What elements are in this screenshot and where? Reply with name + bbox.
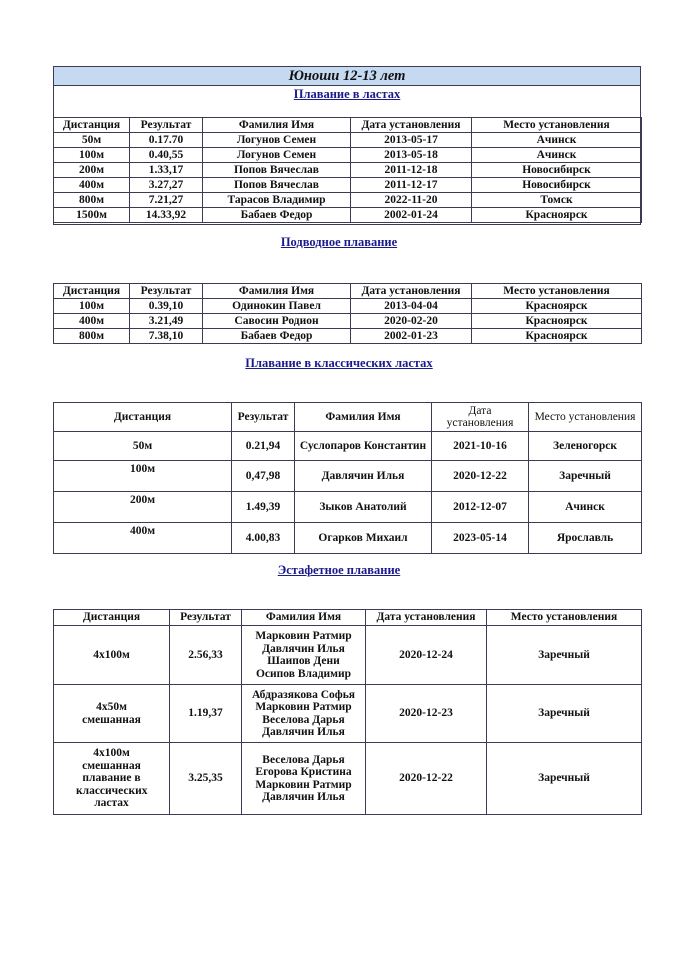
cell-distance: 4х100м xyxy=(54,626,170,685)
team-member: Веселова Дарья xyxy=(262,753,345,766)
table-row xyxy=(54,178,642,193)
cell-place: Заречный xyxy=(487,685,642,743)
cell-result: 0.40,55 xyxy=(130,148,203,163)
cell-date: 2011-12-17 xyxy=(351,178,472,193)
cell-place: Томск xyxy=(472,193,642,208)
age-group-title: Юноши 12-13 лет xyxy=(54,67,640,86)
cell-result: 3.27,27 xyxy=(130,178,203,193)
team-member: Шаипов Дени xyxy=(267,655,340,667)
table-row xyxy=(54,523,642,554)
team-member: Егорова Кристина xyxy=(255,766,352,778)
team-member: Марковин Ратмир xyxy=(255,630,352,642)
col-result: Результат xyxy=(232,403,295,432)
cell-distance: 4х50м смешанная xyxy=(54,685,170,743)
cell-place: Зеленогорск xyxy=(529,432,642,461)
cell-date: 2022-11-20 xyxy=(351,193,472,208)
team-member: Веселова Дарья xyxy=(262,713,345,726)
cell-place: Ачинск xyxy=(529,492,642,523)
cell-place: Заречный xyxy=(487,626,642,685)
col-name: Фамилия Имя xyxy=(203,118,351,133)
table-row xyxy=(54,133,642,148)
col-distance: Дистанция xyxy=(54,118,130,133)
table-row xyxy=(54,148,642,163)
cell-distance: 800м xyxy=(54,193,130,208)
cell-result: 1.19,37 xyxy=(170,685,242,743)
cell-date: 2020-02-20 xyxy=(351,314,472,329)
team-member: Абдразякова Софья xyxy=(251,688,356,701)
cell-name: Савосин Родион xyxy=(203,314,351,329)
col-date: Дата установления xyxy=(432,403,529,432)
cell-place: Ачинск xyxy=(472,133,642,148)
cell-distance: 800м xyxy=(54,329,130,344)
col-name: Фамилия Имя xyxy=(295,403,432,432)
cell-result: 14.33,92 xyxy=(130,208,203,223)
cell-date: 2020-12-24 xyxy=(366,626,487,685)
cell-name: Суслопаров Константин xyxy=(295,432,432,461)
table-header-row xyxy=(54,403,642,432)
table-row xyxy=(54,193,642,208)
cell-name: Бабаев Федор xyxy=(203,208,351,223)
cell-place: Красноярск xyxy=(472,314,642,329)
cell-distance: 50м xyxy=(54,432,232,461)
team-member: Марковин Ратмир xyxy=(255,701,352,713)
cell-name: Бабаев Федор xyxy=(203,329,351,344)
col-result: Результат xyxy=(130,118,203,133)
cell-date: 2002-01-23 xyxy=(351,329,472,344)
table-row xyxy=(54,743,642,815)
cell-date: 2020-12-23 xyxy=(366,685,487,743)
table-underwater xyxy=(53,283,642,344)
cell-distance: 200м xyxy=(54,492,232,523)
cell-place: Красноярск xyxy=(472,329,642,344)
cell-result: 0.39,10 xyxy=(130,299,203,314)
cell-distance: 4х100м смешанная плавание в классических ластах xyxy=(54,743,170,815)
col-place: Место установления xyxy=(472,118,642,133)
col-distance: Дистанция xyxy=(54,403,232,432)
team-member: Марковин Ратмир xyxy=(255,778,352,791)
cell-name: Попов Вячеслав xyxy=(203,178,351,193)
table-row xyxy=(54,299,642,314)
cell-place: Ачинск xyxy=(472,148,642,163)
col-result: Результат xyxy=(130,284,203,299)
table-row xyxy=(54,208,642,223)
team-member: Давлячин Илья xyxy=(262,726,345,738)
cell-place: Красноярск xyxy=(472,208,642,223)
cell-date: 2002-01-24 xyxy=(351,208,472,223)
cell-result: 2.56,33 xyxy=(170,626,242,685)
cell-names xyxy=(242,743,366,815)
cell-place: Новосибирск xyxy=(472,163,642,178)
cell-distance: 1500м xyxy=(54,208,130,223)
col-name: Фамилия Имя xyxy=(242,610,366,626)
table-header-row xyxy=(54,610,642,626)
cell-date: 2020-12-22 xyxy=(432,461,529,492)
cell-name: Огарков Михаил xyxy=(295,523,432,554)
table-row xyxy=(54,329,642,344)
cell-distance: 400м xyxy=(54,178,130,193)
cell-result: 0,47,98 xyxy=(232,461,295,492)
cell-distance: 100м xyxy=(54,461,232,492)
team-member: Давлячин Илья xyxy=(262,791,345,803)
cell-name: Одинокин Павел xyxy=(203,299,351,314)
cell-place: Новосибирск xyxy=(472,178,642,193)
table-row xyxy=(54,685,642,743)
table-row xyxy=(54,626,642,685)
cell-name: Логунов Семен xyxy=(203,133,351,148)
table-relay xyxy=(53,609,642,815)
cell-date: 2013-05-18 xyxy=(351,148,472,163)
cell-result: 1.49,39 xyxy=(232,492,295,523)
table-row xyxy=(54,461,642,492)
cell-result: 7.21,27 xyxy=(130,193,203,208)
cell-distance: 100м xyxy=(54,148,130,163)
col-date: Дата установления xyxy=(351,284,472,299)
cell-result: 7.38,10 xyxy=(130,329,203,344)
col-distance: Дистанция xyxy=(54,284,130,299)
table-fins xyxy=(53,117,642,223)
cell-result: 3.25,35 xyxy=(170,743,242,815)
cell-result: 0.17.70 xyxy=(130,133,203,148)
cell-result: 4.00,83 xyxy=(232,523,295,554)
cell-date: 2023-05-14 xyxy=(432,523,529,554)
col-distance: Дистанция xyxy=(54,610,170,626)
col-place: Место установления xyxy=(487,610,642,626)
col-place: Место установления xyxy=(472,284,642,299)
cell-date: 2013-05-17 xyxy=(351,133,472,148)
cell-name: Логунов Семен xyxy=(203,148,351,163)
cell-names xyxy=(242,685,366,743)
cell-distance: 100м xyxy=(54,299,130,314)
table-header-row xyxy=(54,118,642,133)
table-header-row xyxy=(54,284,642,299)
cell-place: Заречный xyxy=(529,461,642,492)
col-place: Место установления xyxy=(529,403,642,432)
table-row xyxy=(54,163,642,178)
cell-place: Красноярск xyxy=(472,299,642,314)
cell-result: 0.21,94 xyxy=(232,432,295,461)
cell-name: Тарасов Владимир xyxy=(203,193,351,208)
cell-distance: 50м xyxy=(54,133,130,148)
col-date: Дата установления xyxy=(366,610,487,626)
cell-place: Ярославль xyxy=(529,523,642,554)
table-row xyxy=(54,432,642,461)
col-result: Результат xyxy=(170,610,242,626)
cell-result: 1.33,17 xyxy=(130,163,203,178)
cell-distance: 200м xyxy=(54,163,130,178)
section-title-relay: Эстафетное плавание xyxy=(277,563,401,577)
section-title-classic-fins: Плавание в классических ластах xyxy=(245,356,433,370)
table-classic-fins xyxy=(53,402,642,554)
table-row xyxy=(54,314,642,329)
team-member: Давлячин Илья xyxy=(262,642,345,655)
team-member: Осипов Владимир xyxy=(255,667,352,680)
cell-names xyxy=(242,626,366,685)
table-row xyxy=(54,492,642,523)
cell-name: Зыков Анатолий xyxy=(295,492,432,523)
cell-distance: 400м xyxy=(54,523,232,554)
cell-date: 2021-10-16 xyxy=(432,432,529,461)
cell-place: Заречный xyxy=(487,743,642,815)
cell-date: 2012-12-07 xyxy=(432,492,529,523)
col-name: Фамилия Имя xyxy=(203,284,351,299)
cell-name: Попов Вячеслав xyxy=(203,163,351,178)
cell-date: 2020-12-22 xyxy=(366,743,487,815)
section-title-fins: Плавание в ластах xyxy=(293,87,401,101)
section-title-underwater: Подводное плавание xyxy=(280,235,398,249)
cell-date: 2011-12-18 xyxy=(351,163,472,178)
cell-result: 3.21,49 xyxy=(130,314,203,329)
cell-name: Давлячин Илья xyxy=(295,461,432,492)
cell-distance: 400м xyxy=(54,314,130,329)
cell-date: 2013-04-04 xyxy=(351,299,472,314)
col-date: Дата установления xyxy=(351,118,472,133)
